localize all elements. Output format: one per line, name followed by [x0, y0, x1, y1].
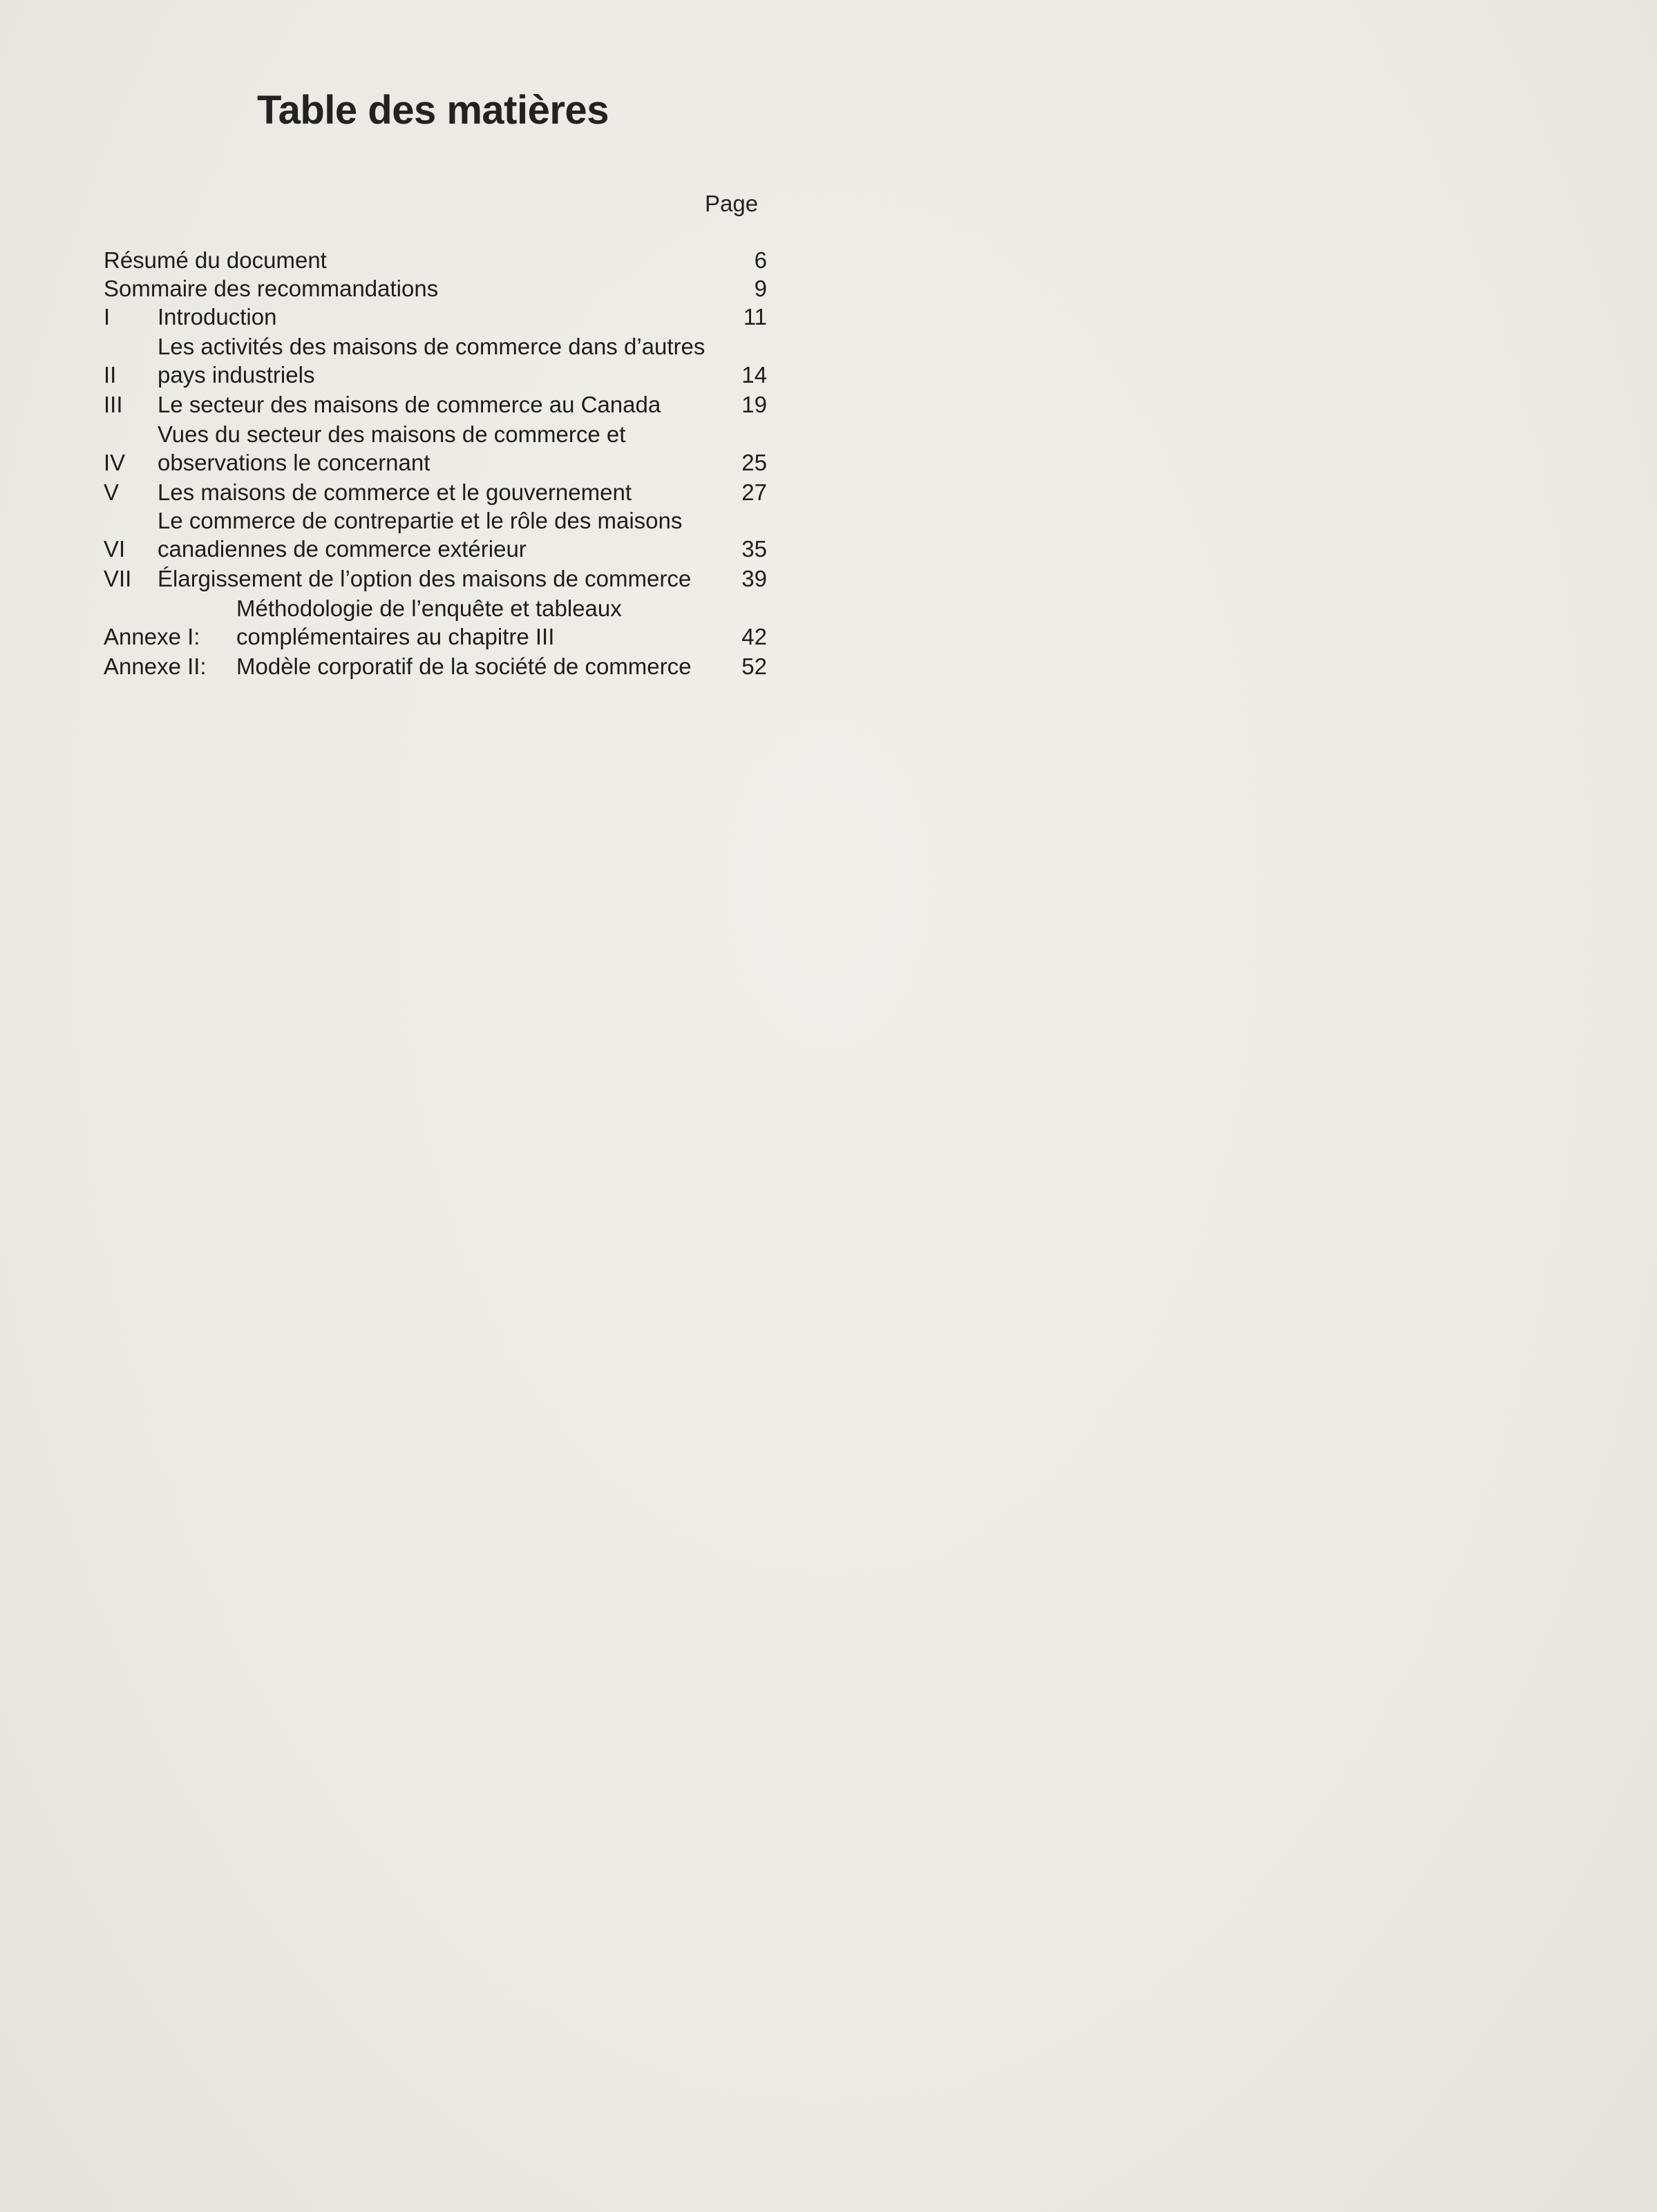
toc-entry-title: Modèle corporatif de la société de commerce: [236, 654, 692, 679]
toc-entry-title: Résumé du document: [104, 247, 327, 273]
toc-entry-title: Introduction: [158, 304, 277, 330]
toc-entry-number: V: [104, 479, 120, 505]
toc-entry-title: Élargissement de l’option des maisons de commerce: [158, 566, 692, 591]
toc-entry: [104, 652, 767, 680]
toc-entry: [104, 594, 767, 651]
toc-entry: [104, 303, 767, 331]
toc-entry-page: 9: [754, 276, 767, 301]
toc-entry: [104, 390, 767, 419]
toc-entry-number: VI: [104, 536, 126, 562]
toc-entry-page: 52: [741, 654, 767, 679]
page-column-header: Page: [705, 191, 759, 216]
toc-entry-page: 35: [741, 536, 767, 562]
toc-entry-number: IV: [104, 450, 126, 475]
toc-entry-title: Vues du secteur des maisons de commerce et observations le concernant: [158, 421, 626, 475]
toc-entry-page: 39: [741, 566, 767, 591]
toc-entry: [104, 564, 767, 593]
toc-entry-title: Méthodologie de l’enquête et tableaux complémentaires au chapitre III: [236, 595, 622, 649]
page-title: Table des matières: [257, 88, 609, 133]
toc-entry-page: 27: [741, 479, 767, 505]
toc-entry: [104, 420, 767, 477]
toc-entry-title: Le secteur des maisons de commerce au Canada: [158, 392, 661, 417]
toc-entry: [104, 506, 767, 563]
toc-entry-page: 19: [741, 392, 767, 417]
toc-entry-title: Les activités des maisons de commerce dans d’autres pays industriels: [158, 334, 706, 388]
toc-entry: [104, 478, 767, 506]
toc-entry: [104, 274, 767, 303]
toc-entry-number: III: [104, 392, 123, 417]
table-of-contents: [104, 246, 767, 680]
toc-entry-title: Les maisons de commerce et le gouvernement: [158, 479, 632, 505]
toc-entry-number: II: [104, 362, 117, 388]
toc-entry: [104, 332, 767, 389]
toc-entry-number: I: [104, 304, 111, 330]
toc-entry-page: 25: [741, 450, 767, 475]
toc-entry-number: Annexe I:: [104, 624, 200, 649]
toc-entry-page: 14: [741, 362, 767, 388]
toc-entry-page: 42: [741, 624, 767, 649]
toc-entry: [104, 246, 767, 274]
toc-entry-title: Le commerce de contrepartie et le rôle des maisons canadiennes de commerce extérieur: [158, 508, 683, 562]
toc-entry-number: Annexe II:: [104, 654, 207, 679]
toc-entry-page: 6: [754, 247, 767, 273]
toc-entry-number: VII: [104, 566, 132, 591]
toc-entry-page: 11: [743, 304, 767, 330]
toc-entry-title: Sommaire des recommandations: [104, 276, 439, 301]
